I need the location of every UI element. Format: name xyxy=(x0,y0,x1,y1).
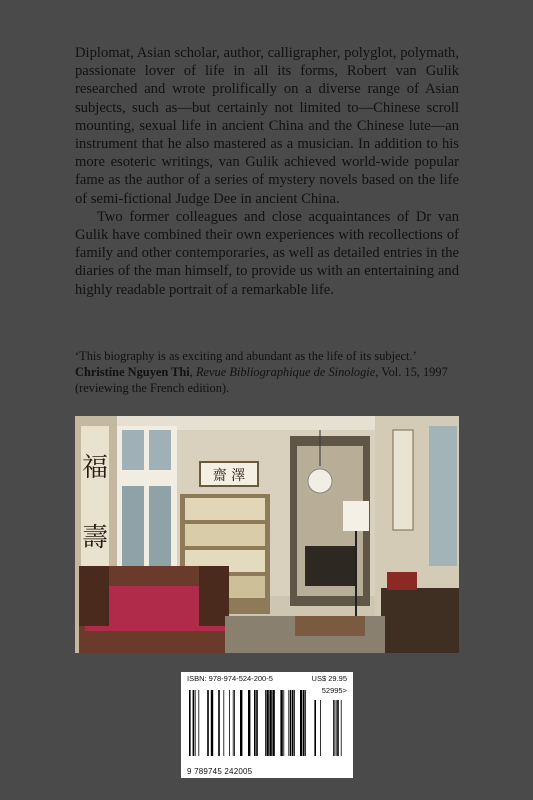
desk xyxy=(381,588,459,653)
barcode-bar xyxy=(300,690,302,756)
barcode-addon-bar xyxy=(336,700,337,756)
barcode-bar xyxy=(193,690,195,756)
back-cover-blurb xyxy=(75,44,459,299)
barcode-bar xyxy=(265,690,266,756)
barcode-bar xyxy=(266,690,268,756)
quote-author: Christine Nguyen Thi xyxy=(75,365,190,379)
barcode-bars xyxy=(187,684,347,764)
review-quote: ‘This biography is as exciting and abundant as the life of its subject.’ Christine Nguyen Thi, Revue Bibliographique de Sinologie, Vol. 15, 1997 (reviewing the French edition). xyxy=(75,349,448,395)
barcode-bar xyxy=(248,690,250,756)
barcode-addon-bar xyxy=(314,700,316,756)
quote-journal: Revue Bibliographique de Sinologie xyxy=(195,365,376,379)
barcode-bar xyxy=(290,690,292,756)
quote-text: ‘This biography is as exciting and abundant as the life of its subject.’ xyxy=(75,349,417,363)
barcode-addon-bar xyxy=(337,700,339,756)
barcode-bar xyxy=(305,690,306,756)
barcode-bar xyxy=(195,690,196,756)
study-room-photo xyxy=(75,416,459,653)
blurb-paragraph-2: Two former colleagues and close acquaintances of Dr van Gulik have combined their own experiences with recollections of family and other contemporaries, as well as detailed entries in the diaries of the man himself, to provide us with an entertaining and highly readable portrait of a remarkable life. xyxy=(75,208,459,298)
barcode-addon-bar xyxy=(334,700,335,756)
barcode-bar xyxy=(294,690,295,756)
barcode-digits: 9 789745 242005 xyxy=(187,767,253,776)
barcode-bar xyxy=(280,690,282,756)
barcode-label xyxy=(181,672,353,778)
barcode-bar xyxy=(189,690,191,756)
barcode-addon-bar xyxy=(341,700,342,756)
barcode-bar xyxy=(288,690,289,756)
price-text: US$ 29.95 xyxy=(311,674,347,683)
barcode-bar xyxy=(223,690,224,756)
barcode-bar xyxy=(218,690,220,756)
addon-code: 52995> xyxy=(321,686,347,695)
barcode-bar xyxy=(229,690,230,756)
blurb-paragraph-1: Diplomat, Asian scholar, author, calligrapher, polyglot, polymath, passionate lover of life in all its forms, Robert van Gulik researched and wrote prolifically on a diverse range of Asian subjects, such as—but certainly not limited to—Chinese scroll mounting, sexual life in ancient China and the Chinese lute—an instrument that he also mastered as a musician. In addition to his more esoteric writings, van Gulik achieved world-wide popular fame as the author of a series of mystery novels based on the life of semi-fictional Judge Dee in ancient China. xyxy=(75,45,459,207)
barcode-bar xyxy=(292,690,294,756)
barcode-bar xyxy=(211,690,213,756)
barcode-bar xyxy=(283,690,284,756)
isbn-text: ISBN: 978-974-524-200-5 xyxy=(187,674,273,683)
barcode-bar xyxy=(272,690,274,756)
barcode-bar xyxy=(256,690,258,756)
barcode-bar xyxy=(207,690,209,756)
scroll-char-1: 福 xyxy=(81,453,109,483)
hanging-lamp xyxy=(308,469,332,493)
barcode-bar xyxy=(234,690,235,756)
barcode-bar xyxy=(198,690,199,756)
scroll-char-2: 壽 xyxy=(81,523,109,553)
room-illustration xyxy=(75,416,459,653)
barcode-bar xyxy=(240,690,242,756)
quote-volume: , Vol. 15, 1997 xyxy=(375,365,448,379)
barcode-bar xyxy=(254,690,256,756)
plaque-chars: 齋 澤 xyxy=(212,468,246,484)
quote-note: (reviewing the French edition). xyxy=(75,381,230,395)
barcode-bar xyxy=(269,690,271,756)
barcode-bar xyxy=(303,690,305,756)
floor-lamp xyxy=(343,501,369,531)
barcode-addon-bar xyxy=(333,700,334,756)
barcode-addon-bar xyxy=(320,700,321,756)
barcode-bar xyxy=(233,690,234,756)
